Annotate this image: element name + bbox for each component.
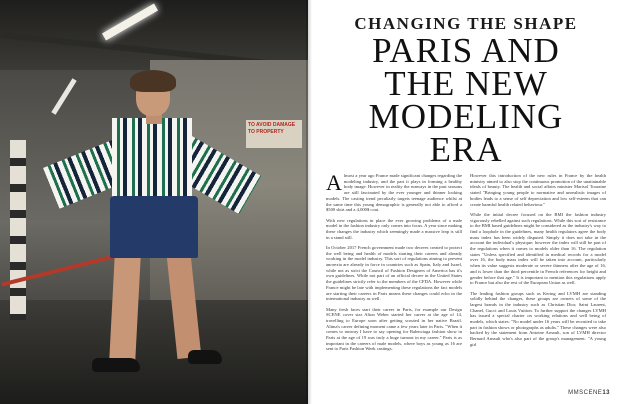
headline-line: THE NEW <box>384 64 548 103</box>
hair <box>130 70 176 92</box>
paragraph: With new regulations in place the ever growing problems of a male model in the fashion industry only comes into focus. A year since making these changes the industry which seemingly made a massive leap is still in a stand still. <box>326 217 462 240</box>
page-folio <box>568 390 610 396</box>
wall-sign-text: TO AVOID DAMAGE TO PROPERTY <box>248 122 296 135</box>
paragraph: In October 2017 French government made two decrees created to protect the well being and health of models starting their careers and already working in the model industry. This sort of regulations aiming to prevent anorexia are already in force in countries such as Spain, Italy and Israel, while not as strict the Council of Fashion Designers of America has it's own guidelines. While not part of an official decree in the United States the guidelines strictly refer to the members of the CFDA. However while France might be late with implementing these regulations the fact models are starting their careers in Paris means these changes could echo in the international industry as well. <box>326 244 462 302</box>
article-headline <box>312 31 620 169</box>
editorial-photo <box>0 0 308 404</box>
paragraph: However this introduction of the new rules in France by the health ministry aimed to also stop the continuous promotion of the unattainable ideals of beauty. The health and social affairs minister Marisol Touraine stated "Bringing young people to normative and unrealistic images of bodies leads to a sense of self depreciation and low self-esteem that can create harmful health related behaviour." <box>470 173 606 207</box>
left-leg <box>109 253 141 362</box>
page-number: 13 <box>602 390 610 396</box>
right-leg <box>167 253 202 359</box>
article-column-2 <box>470 173 606 383</box>
headline-line: MODELING <box>368 97 564 136</box>
right-sandal <box>188 350 222 364</box>
paragraph: Many fresh faces start their career in Paris, for example our Design SCENE cover star Alton Weber started her career at the age of 14, travelling to Europe soon after getting scouted in her native Brazil. Alima's career defining moment came a few years later in Paris. "When it comes to runway I have to say opening for Balenciaga fashion show in Paris at the age of 19 was truly a huge turnout in my career." Paris is as important in the careers of male models, where boys as young as 16 are sent to Paris Fashion Week castings. <box>326 306 462 352</box>
drop-cap: A <box>326 173 342 195</box>
paragraph: The leading fashion groups such as Kering and LVMH are standing solidly behind the changes, these groups are owners of some of the largest brands in the industry such as Christian Dior, Saint Laurent, Chanel, Gucci and Louis Vuitton. To further support the changes LVMH has issued a special charter on working relations and well being of models, which states: "No model under 16 years will be recruited to take part in fashion shows or photographs as adults." These changes were also backed by the statement from Antoine Arnault, son of LVMH director Bernard Arnault who's also part of the group's management. "A young girl <box>470 290 606 347</box>
article-kicker: CHANGING THE SHAPE <box>354 14 578 33</box>
folio-brand: MMSCENE <box>568 390 603 396</box>
headline-line: PARIS AND <box>372 31 560 70</box>
striped-shirt <box>112 118 192 198</box>
paragraph: Almost a year ago France made significant changes regarding the modeling industry, and the part it plays in forming a healthy body image. However in reality the runways in the past seasons are still fascinated by the ever younger and thinner looking models. The casting trend peculiarly targets teenage audience whilst at the same time this young demographic is generally not able to afford a $500 shirt and a 4,000$ coat. <box>326 173 462 213</box>
left-sandal <box>92 358 140 372</box>
article-column-1 <box>326 173 462 383</box>
model-figure <box>0 0 308 404</box>
paragraph: While the initial decree focused on the BMI the fashion industry vigorously rebelled against such regulations. While this sort of resistance to the BMI based guidelines might be considered as the industry's way to find a loophole in the guidelines, many health regulators agree the body mass index has been widely disputed. Simply it does not take in the account the individual's physique; however the index will still be part of the regulations when it comes to models older than 16. The regulation states "Unless specified and identified in medical records for a model over 16, the body mass index will be taken into account, particularly when its value suggests moderate or severe thinness after the age of 16, and is lower than the third percentile in French references for height and gender before that age." It is important to mention this regulations apply to France but also the rest of the European Union as well. <box>470 211 606 286</box>
headline-line: ERA <box>429 130 503 169</box>
denim-shorts <box>110 196 198 258</box>
article-page <box>312 0 620 404</box>
